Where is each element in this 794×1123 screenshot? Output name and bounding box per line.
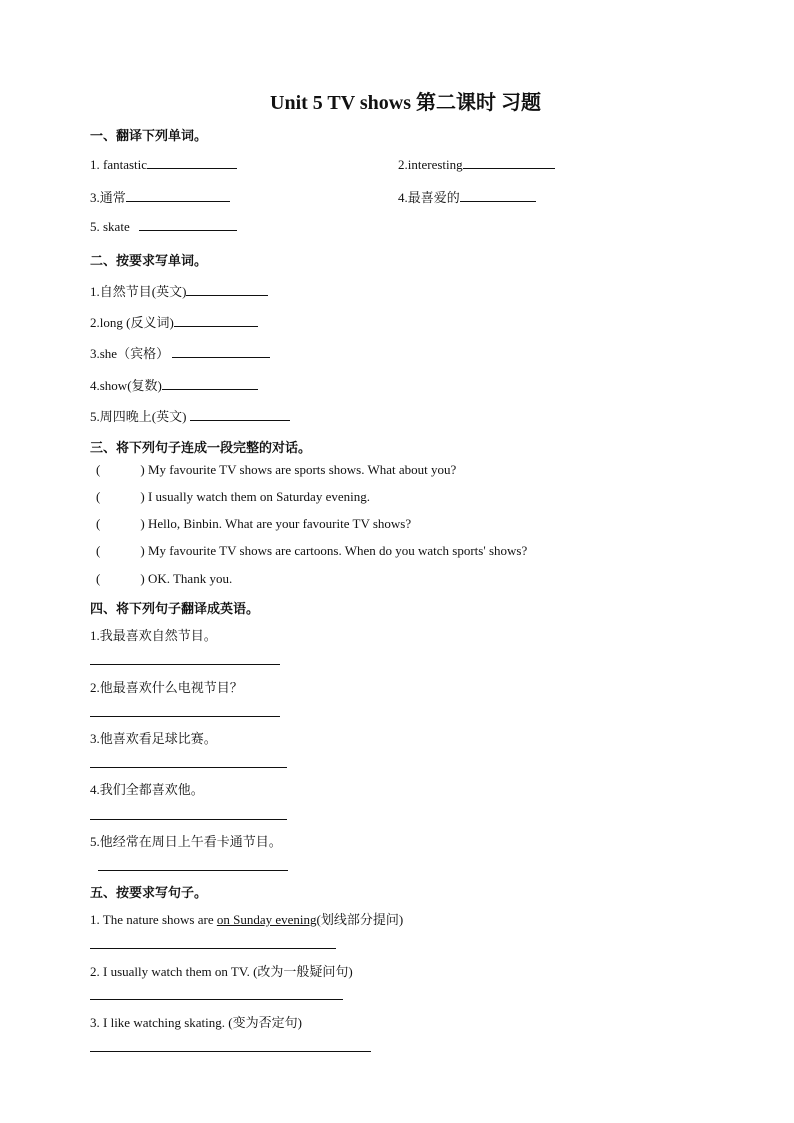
s4-item-3: 3.他喜欢看足球比赛。 — [90, 731, 217, 746]
s3-paren-open[interactable]: ( — [96, 462, 101, 477]
s3-item-3 — [96, 516, 411, 532]
answer-blank[interactable] — [186, 283, 268, 296]
s5-item-1-underlined: on Sunday evening — [216, 912, 317, 927]
s2-item-1 — [90, 281, 268, 300]
s2-item-4-label: 4.show(复数) — [90, 378, 162, 393]
s2-item-1-label: 1.自然节目(英文) — [90, 284, 187, 299]
s3-paren-open[interactable]: ( — [96, 571, 101, 586]
s2-item-5 — [90, 406, 290, 425]
s3-item-2 — [96, 489, 370, 505]
s1-item-5 — [90, 218, 237, 235]
s3-paren-open[interactable]: ( — [96, 516, 101, 531]
section-1-heading: 一、翻译下列单词。 — [90, 129, 208, 144]
s4-item-5: 5.他经常在周日上午看卡通节目。 — [90, 834, 282, 849]
s1-item-3-label: 3.通常 — [90, 190, 126, 205]
answer-line[interactable] — [98, 870, 288, 871]
s3-item-4 — [96, 543, 527, 559]
answer-blank[interactable] — [172, 345, 270, 358]
answer-blank[interactable] — [463, 156, 555, 169]
s1-item-4 — [398, 187, 536, 206]
s3-item-3-text: Hello, Binbin. What are your favourite TV shows? — [147, 516, 412, 531]
answer-line[interactable] — [90, 948, 336, 949]
s1-item-5-label: 5. skate — [90, 219, 130, 234]
s2-item-3 — [90, 343, 270, 362]
section-2-heading: 二、按要求写单词。 — [90, 254, 208, 269]
answer-blank[interactable] — [190, 408, 290, 421]
s1-item-4-label: 4.最喜爱的 — [398, 190, 460, 205]
answer-blank[interactable] — [162, 377, 258, 390]
s3-item-4-text: My favourite TV shows are cartoons. When do you watch sports' shows? — [147, 543, 528, 558]
s4-item-2: 2.他最喜欢什么电视节目？ — [90, 680, 243, 695]
s3-paren-open[interactable]: ( — [96, 543, 101, 558]
s5-item-1 — [90, 909, 403, 928]
s5-item-1-post: (划线部分提问) — [316, 912, 404, 927]
answer-line[interactable] — [90, 767, 287, 768]
s2-item-4 — [90, 375, 258, 394]
s3-item-5-text: OK. Thank you. — [147, 571, 233, 586]
s2-item-2-label: 2.long (反义词) — [90, 315, 174, 330]
s1-item-1 — [90, 156, 237, 173]
answer-line[interactable] — [90, 999, 343, 1000]
s4-item-1: 1.我最喜欢自然节目。 — [90, 628, 217, 643]
section-5-heading: 五、按要求写句子。 — [90, 886, 208, 901]
s3-paren-close[interactable]: ) — [140, 516, 145, 531]
answer-blank[interactable] — [126, 189, 230, 202]
s5-item-1-pre: 1. The nature shows are — [90, 912, 217, 927]
answer-blank[interactable] — [147, 156, 237, 169]
s4-item-4: 4.我们全都喜欢他。 — [90, 782, 204, 797]
s5-item-2: 2. I usually watch them on TV. (改为一般疑问句) — [90, 964, 353, 979]
page-title: Unit 5 TV shows 第二课时 习题 — [270, 92, 541, 114]
s2-item-2 — [90, 312, 258, 331]
section-3-heading: 三、将下列句子连成一段完整的对话。 — [90, 441, 312, 456]
s1-item-1-label: 1. fantastic — [90, 157, 148, 172]
s1-item-2-label: 2.interesting — [398, 157, 463, 172]
s3-item-5 — [96, 571, 232, 587]
s3-item-1 — [96, 462, 456, 478]
s1-item-3 — [90, 187, 230, 206]
answer-line[interactable] — [90, 1051, 371, 1052]
s2-item-3-label: 3.she（宾格） — [90, 346, 170, 361]
answer-blank[interactable] — [460, 189, 536, 202]
answer-blank[interactable] — [139, 218, 237, 231]
s3-paren-close[interactable]: ) — [140, 462, 145, 477]
s5-item-3: 3. I like watching skating. (变为否定句) — [90, 1015, 302, 1030]
section-4-heading: 四、将下列句子翻译成英语。 — [90, 602, 260, 617]
s3-paren-open[interactable]: ( — [96, 489, 101, 504]
s3-item-2-text: I usually watch them on Saturday evening. — [147, 489, 370, 504]
answer-line[interactable] — [90, 664, 280, 665]
s3-paren-close[interactable]: ) — [140, 489, 145, 504]
answer-line[interactable] — [90, 819, 287, 820]
s3-paren-close[interactable]: ) — [140, 543, 145, 558]
answer-blank[interactable] — [174, 314, 258, 327]
answer-line[interactable] — [90, 716, 280, 717]
s1-item-2 — [398, 156, 555, 173]
s2-item-5-label: 5.周四晚上(英文) — [90, 409, 187, 424]
s3-paren-close[interactable]: ) — [140, 571, 145, 586]
s3-item-1-text: My favourite TV shows are sports shows. What about you? — [147, 462, 457, 477]
